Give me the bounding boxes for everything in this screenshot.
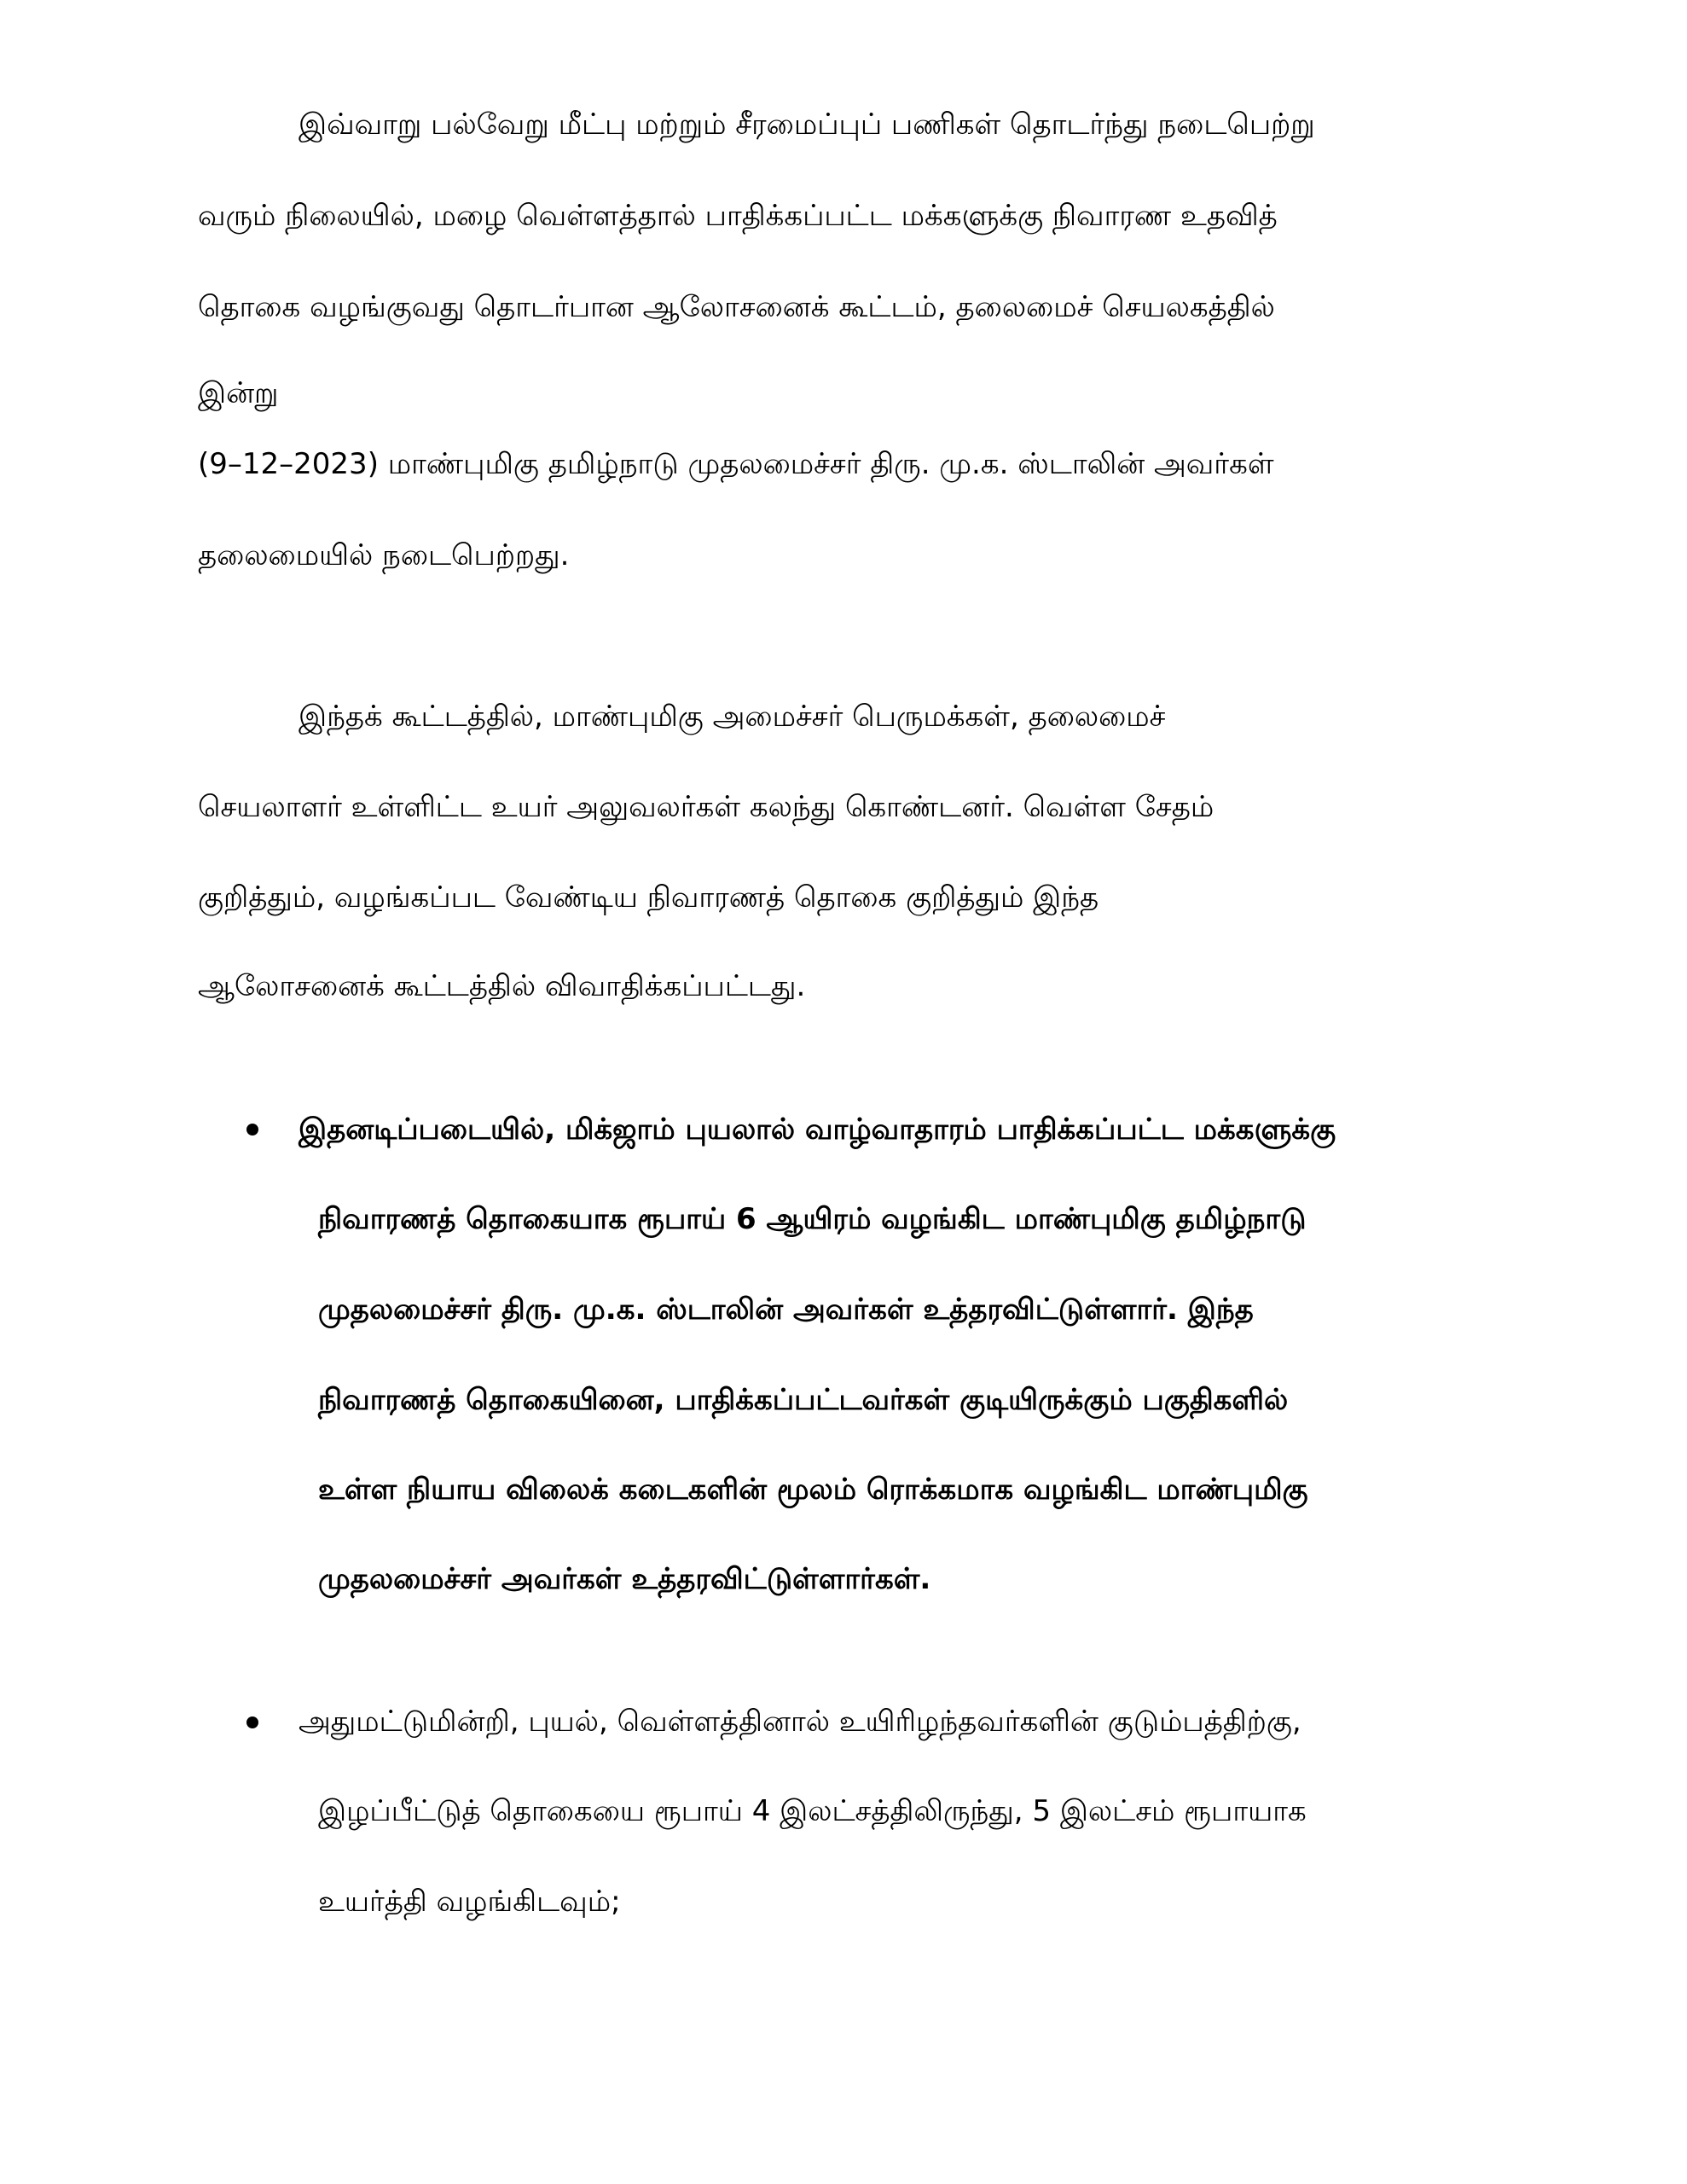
paragraph-2-line-1: இந்தக் கூட்டத்தில், மாண்புமிகு அமைச்சர் பெருமக்கள், தலைமைச் <box>299 700 1166 734</box>
paragraph-2-line-2: செயலாளர் உள்ளிட்ட உயர் அலுவலர்கள் கலந்து கொண்டனர். வெள்ள சேதம் <box>198 790 1215 824</box>
paragraph-2-line-3: குறித்தும், வழங்கப்பட வேண்டிய நிவாரணத் தொகை குறித்தும் இந்த <box>198 880 1099 915</box>
bullet-1-line-4: நிவாரணத் தொகையினை, பாதிக்கப்பட்டவர்கள் குடியிருக்கும் பகுதிகளில் <box>318 1383 1289 1417</box>
bullet-2-line-2: இழப்பீட்டுத் தொகையை ரூபாய் 4 இலட்சத்திலிருந்து, 5 இலட்சம் ரூபாயாக <box>318 1794 1307 1828</box>
bullet-2-line-1: அதுமட்டுமின்றி, புயல், வெள்ளத்தினால் உயிரிழந்தவர்களின் குடும்பத்திற்கு, <box>299 1705 1301 1739</box>
paragraph-1-line-1: இவ்வாறு பல்வேறு மீட்பு மற்றும் சீரமைப்புப் பணிகள் தொடர்ந்து நடைபெற்று <box>299 107 1315 142</box>
paragraph-1-line-4: இன்று <box>198 376 279 410</box>
paragraph-1-line-5: (9–12–2023) மாண்புமிகு தமிழ்நாடு முதலமைச்சர் திரு. மு.க. ஸ்டாலின் அவர்கள் <box>198 447 1274 481</box>
paragraph-2-line-4: ஆலோசனைக் கூட்டத்தில் விவாதிக்கப்பட்டது. <box>198 969 806 1003</box>
bullet-1-line-3: முதலமைச்சர் திரு. மு.க. ஸ்டாலின் அவர்கள் உத்தரவிட்டுள்ளார். இந்த <box>318 1292 1254 1327</box>
bullet-2-marker <box>246 1716 258 1728</box>
bullet-1-line-2: நிவாரணத் தொகையாக ரூபாய் 6 ஆயிரம் வழங்கிட மாண்புமிகு தமிழ்நாடு <box>318 1202 1307 1236</box>
bullet-2-line-3: உயர்த்தி வழங்கிடவும்; <box>318 1885 621 1919</box>
bullet-1-line-5: உள்ள நியாய விலைக் கடைகளின் மூலம் ரொக்கமாக வழங்கிட மாண்புமிகு <box>318 1472 1308 1507</box>
paragraph-1-line-3: தொகை வழங்குவது தொடர்பான ஆலோசனைக் கூட்டம், தலைமைச் செயலகத்தில் <box>198 290 1275 324</box>
bullet-1-marker <box>246 1124 258 1136</box>
paragraph-1-line-2: வரும் நிலையில், மழை வெள்ளத்தால் பாதிக்கப்பட்ட மக்களுக்கு நிவாரண உதவித் <box>198 199 1278 233</box>
paragraph-1-line-6: தலைமையில் நடைபெற்றது. <box>198 538 570 572</box>
bullet-1-line-6: முதலமைச்சர் அவர்கள் உத்தரவிட்டுள்ளார்கள். <box>318 1562 931 1596</box>
bullet-1-line-1: இதனடிப்படையில், மிக்ஜாம் புயலால் வாழ்வாதாரம் பாதிக்கப்பட்ட மக்களுக்கு <box>299 1112 1336 1147</box>
